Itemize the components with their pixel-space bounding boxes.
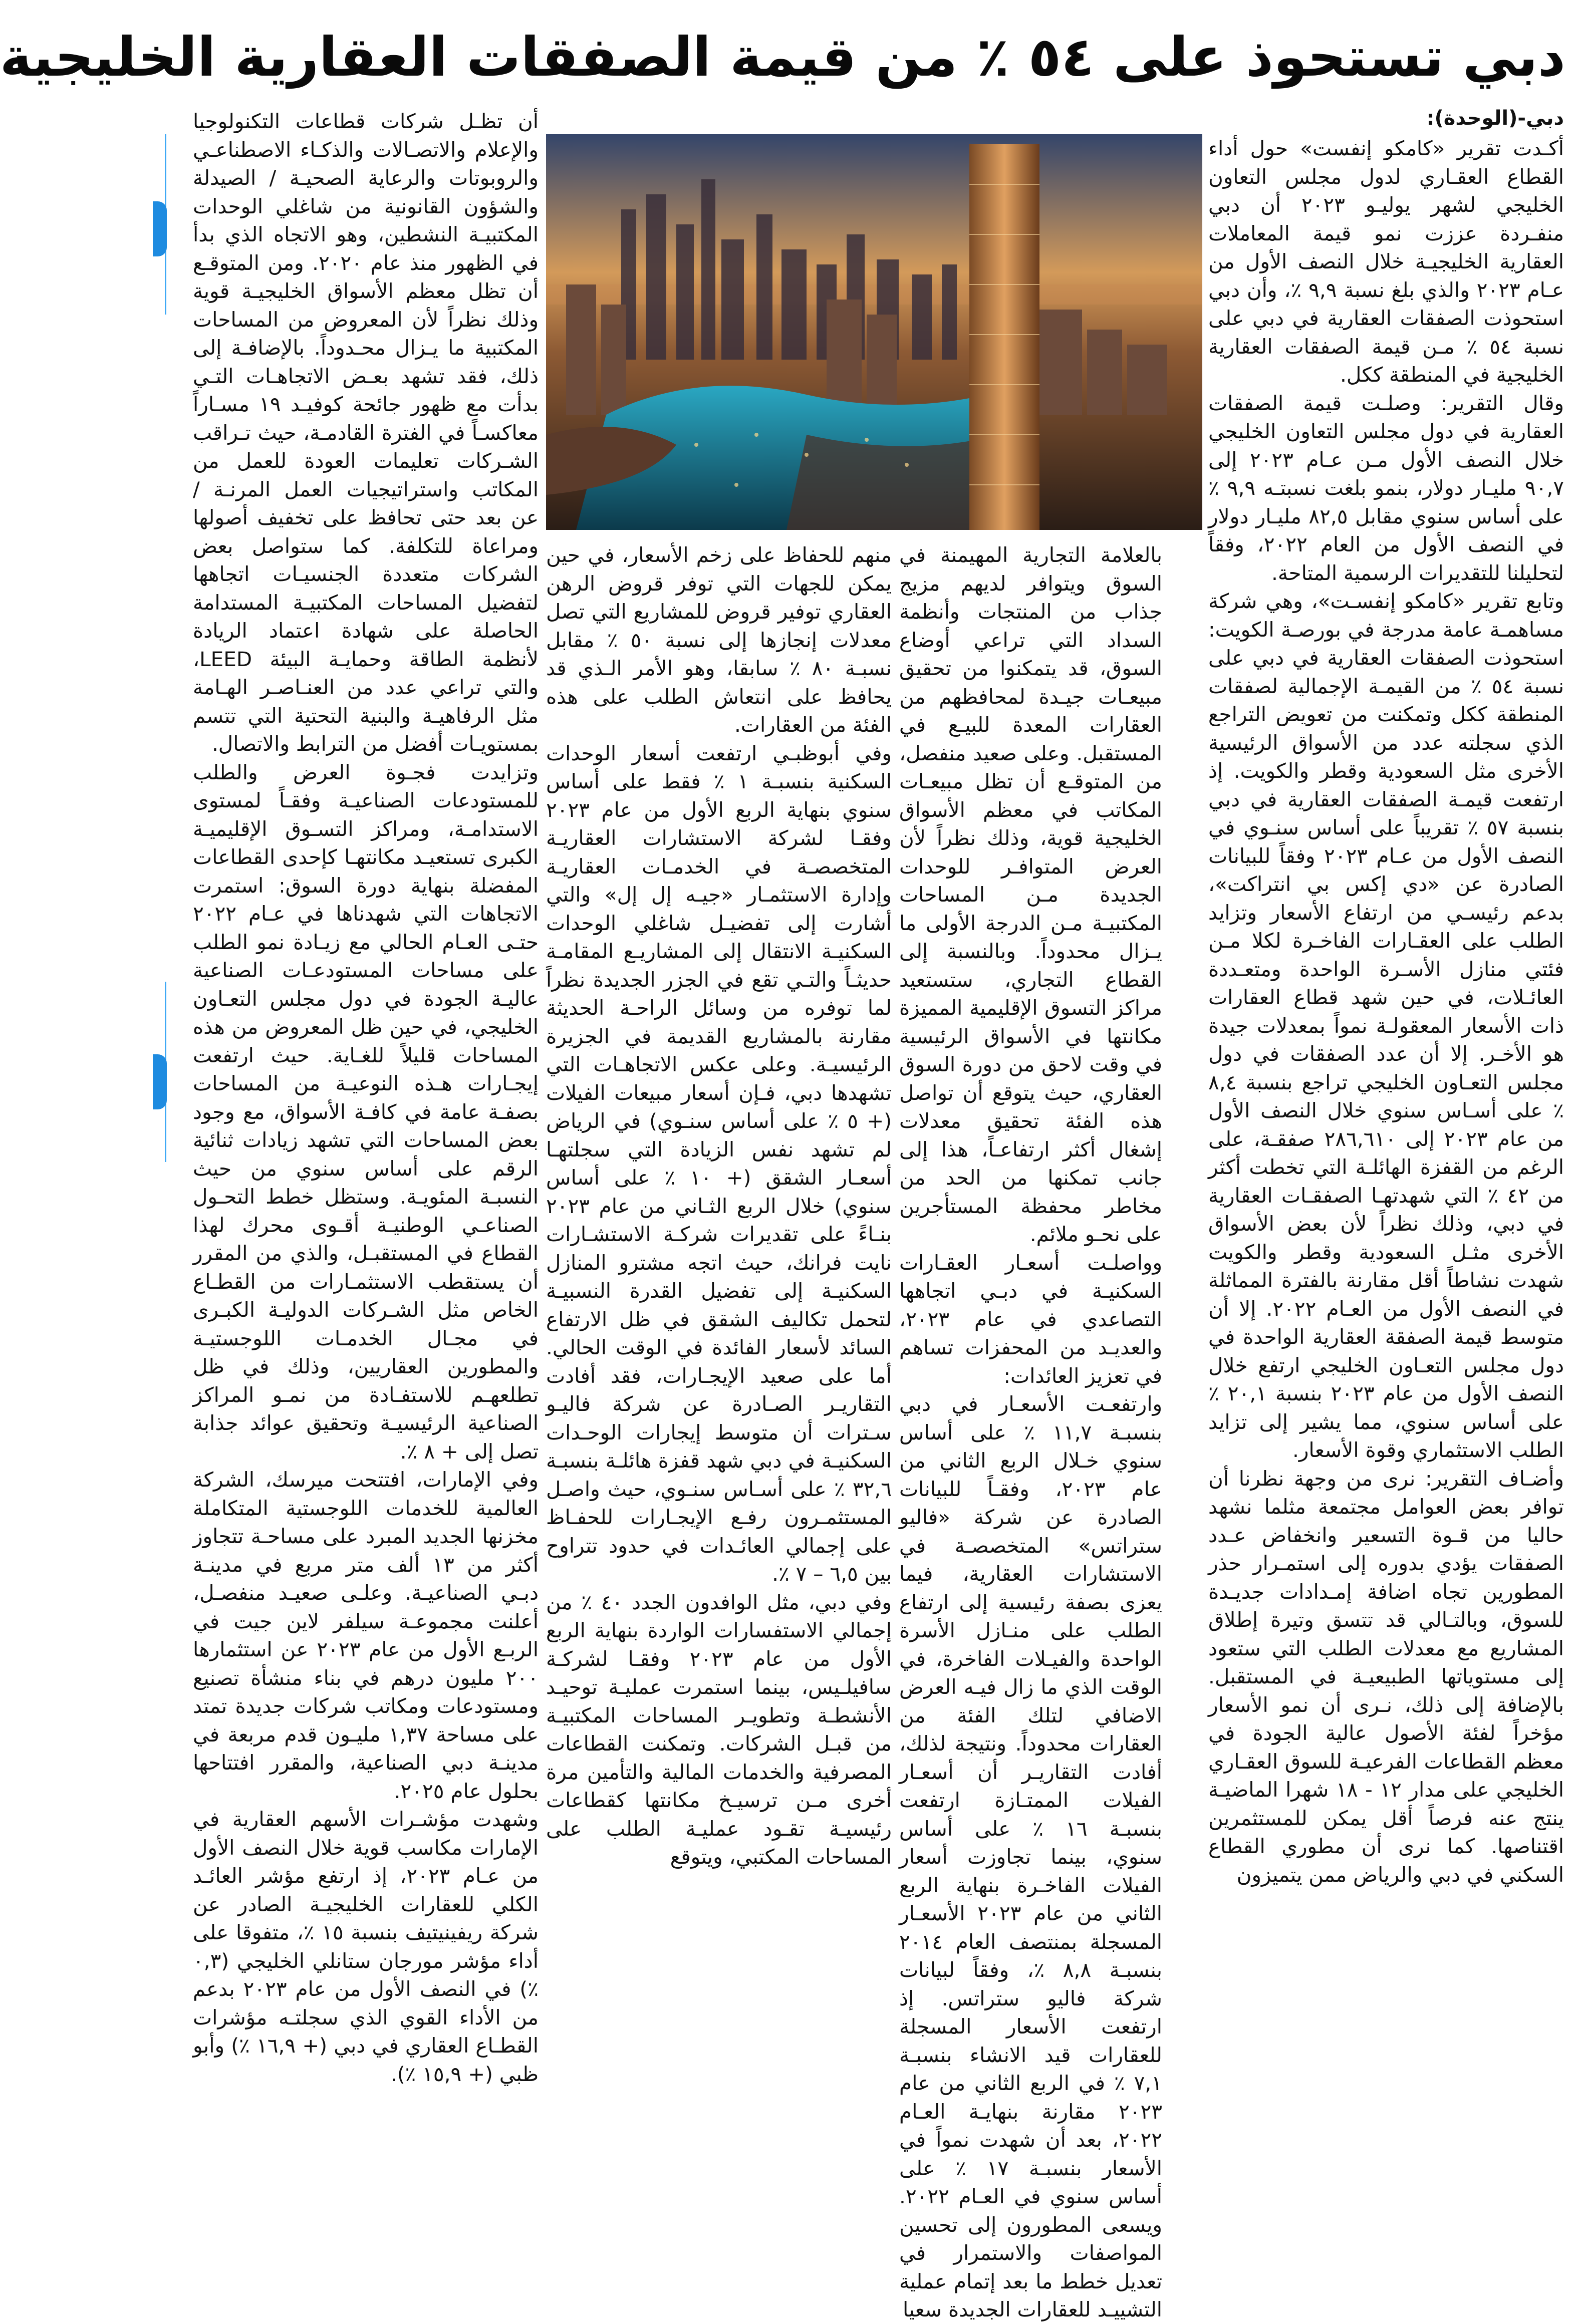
paragraph: وواصلـت أسعـار العقـارات السكنيـة في دبـي اتجاهها التصاعدي في عام ٢٠٢٣، والعديـد من المحفزات تساهم في تعزيز العائدات: [899, 1250, 1162, 1388]
paragraph: وفي الإمارات، افتتحت ميرسك، الشركة العالمية للخدمات اللوجستية المتكاملة مخزنها الجديد المبرد على مساحـة تتجاوز أكثر من ١٣ ألف متر مربع في مدينـة دبـي الصناعيـة. وعلـى صعيـد منفصـل، أعلنت مجموعـة سيلفر لاين جيت في الربـع الأول من عام ٢٠٢٣ عن استثمارها ٢٠٠ مليون درهم في بناء منشأة تصنيع ومستودعات ومكاتب شركات جديدة تمتد على مساحة ١,٣٧ مليـون قدم مربعة في مدينـة دبي الصناعية، والمقرر افتتاحها بحلول عام ٢٠٢٥. [193, 1468, 539, 1803]
paragraph: وارتفعـت الأسعـار في دبي بنسبـة ١١,٧ ٪ على أساس سنوي خـلال الربع الثاني من عام ٢٠٢٣، وفقـاً للبيانات الصادرة عن شركة «فاليو ستراتس» المتخصصـة في الاستشارات العقارية، فيما يعزى بصفة رئيسية إلى ارتفاع الطلب على منـازل الأسرة الواحدة والفيـلات الفاخرة، في الوقت الذي ما زال فيـه العرض الاضافي لتلك الفئة من العقارات محدوداً. ونتيجة لذلك، أفادت التقاريـر أن أسعـار الفيلات الممتـازة ارتفعت بنسبـة ١٦ ٪ على أساس سنوي، بينما تجاوزت أسعار الفيلات الفاخـرة بنهاية الربع الثاني من عام ٢٠٢٣ الأسعـار المسجلة بمنتصف العام ٢٠١٤ بنسبـة ٨,٨ ٪، وفقاً لبيانات شركة فاليو ستراتس. إذ ارتفعت الأسعار المسجلة للعقارات قيد الانشاء بنسبـة ٧,١ ٪ في الربع الثاني من عام ٢٠٢٣ مقارنة بنهايـة العـام ٢٠٢٢، بعد أن شهدت نمواً في الأسعار بنسبـة ١٧ ٪ على أساس سنوي في العـام ٢٠٢٢. ويسعى المطورون إلى تحسين المواصفات والاستمرار في تعديل خطط ما بعد إتمام عملية التشييـد للعقارات الجديدة سعيا [899, 1392, 1163, 2321]
paragraph: وشهدت مؤشـرات الأسهم العقارية في الإمارات مكاسب قوية خلال النصف الأول من عـام ٢٠٢٣، إذ ارتفع مؤشر العائـد الكلي للعقارات الخليجيـة الصادر عن شركة ريفينيتيف بنسبة ١٥ ٪، متفوقا على أداء مؤشر مورجان ستانلي الخليجي (٠,٣ ٪) في النصف الأول من عام ٢٠٢٣ بدعم من الأداء القوي الذي سجلتـه مؤشرات القطـاع العقاري في دبي (+ ١٦,٩ ٪) وأبو ظبي (+ ١٥,٩ ٪). [193, 1807, 539, 2086]
article-dateline: دبي-(الوحدة): [1426, 107, 1564, 130]
page-edge-tab [153, 1054, 167, 1109]
paragraph: وأضـاف التقرير: نرى من وجهة نظرنا أن توافر بعض العوامل مجتمعة مثلما نشهد حاليا من قـوة التسعير وانخفاض عـدد الصفقات يؤدي بدوره إلى استمـرار حذر المطورين تجاه اضافة إمـدادات جديـدة للسوق، وبالتـالي قد تتسق وتيرة إطلاق المشاريع مع معدلات الطلب التي ستعود إلى مستوياتها الطبيعيـة في المستقبل. بالإضافة إلى ذلك، نـرى أن نمو الأسعار مؤخراً لفئة الأصول عالية الجودة في معظم القطاعات الفرعيـة للسوق العقـاري الخليجي على مدار ١٢ - ١٨ شهرا الماضيـة ينتج عنه فرصاً أقل يمكن للمستثمرين اقتناصها. كما نرى أن مطوري القطاع السكني في دبي والرياض ممن يتميزون [1208, 1466, 1564, 1887]
page-edge-tab [153, 201, 167, 256]
article-headline: دبي تستحوذ على ٥٤ ٪ من قيمة الصفقات العقارية الخليجية [0, 26, 1565, 89]
article-column-2 [899, 541, 1163, 2321]
article-column-4 [193, 107, 539, 2086]
skyline-illustration [546, 134, 1202, 530]
paragraph: وتابع تقرير «كامكو إنفسـت»، وهي شركة مساهمـة عامة مدرجة في بورصـة الكويت: استحوذت الصفقات العقارية في دبي على نسبة ٥٤ ٪ من القيمـة الإجمالية لصفقات المنطقة ككل وتمكنت من تعويض التراجع الذي سجلته عدد من الأسواق الرئيسية الأخرى مثل السعودية وقطر والكويت. إذ ارتفعت قيمـة الصفقات العقارية في دبي بنسبة ٥٧ ٪ تقريباً على أساس سنـوي في النصف الأول من عـام ٢٠٢٣ وفقاً للبيانات الصادرة عن «دي إكس بي انتراكت»، بدعم رئيسـي من ارتفاع الأسعار وتزايد الطلب على العقـارات الفاخـرة لكلا مـن فئتي منازل الأسـرة الواحدة ومتعـددة العائـلات، في حين شهد قطاع العقارات ذات الأسعار المعقولـة نمواً بمعدلات جيدة هو الأخـر. إلا أن عدد الصفقات في دول مجلس التعـاون الخليجي تراجع بنسبة ٨,٤ ٪ على أسـاس سنوي خلال النصف الأول من عام ٢٠٢٣ إلى ٢٨٦,٦١٠ صفقـة، على الرغم من القفزة الهائلـة التي تخطت أكثر من ٤٢ ٪ التي شهدتهـا الصفقـات العقارية في دبي، وذلك نظراً لأن بعض الأسواق الأخرى مثـل السعودية وقطر والكويت شهدت نشاطاً أقل مقارنة بالفترة المماثلة في النصف الأول من العـام ٢٠٢٢. إلا أن متوسط قيمة الصفقة العقارية الواحدة في دول مجلس التعـاون الخليجي ارتفع خلال النصف الأول من عام ٢٠٢٣ بنسبة ٢٠,١ ٪ على أساس سنوي، مما يشير إلى تزايد الطلب الاستثماري وقوة الأسعار. [1208, 589, 1564, 1462]
paragraph: أن تظـل شركات قطاعات التكنولوجيا والإعلام والاتصـالات والذكـاء الاصطناعـي والروبوتات والرعاية الصحيـة / الصيدلة والشؤون القانونية من شاغلي الوحدات المكتبيـة النشطين، وهو الاتجاه الذي بدأ في الظهور منذ عام ٢٠٢٠. ومن المتوقـع أن تظل معظم الأسواق الخليجيـة قوية وذلك نظراً لأن المعروض من المساحات المكتبية ما يـزال محـدوداً. بالإضافـة إلى ذلك، فقد تشهد بعـض الاتجاهـات التـي بدأت مع ظهور جائحة كوفيـد ١٩ مسـاراً معاكسـاً في الفترة القادمـة، حيث تـراقب الشـركات تعليمات العودة للعمل من المكاتب واستراتيجيات العمل المرنـة / عن بعد حتى تحافظ على تخفيف أصولها ومراعاة للتكلفة. كما ستواصل بعض الشركات متعددة الجنسيـات اتجاهها لتفضيل المساحات المكتبيـة المستدامة الحاصلة على شهادة اعتماد الريادة لأنظمة الطاقة وحمايـة البيئة LEED، والتي تراعي عدد من العنـاصـر الهـامة مثل الرفاهيـة والبنية التحتية التي تتسم بمستويـات أفضل من الترابط والاتصال. [193, 109, 539, 756]
paragraph: بالعلامة التجارية المهيمنة في السوق ويتوافر لديهم مزيج جذاب من المنتجات وأنظمة السداد التي تراعي أوضاع السوق، قد يتمكنوا من تحقيق مبيعـات جيـدة لمحافظهم من العقارات المعدة للبيـع في المستقبل. وعلى صعيد منفصل، من المتوقـع أن تظل مبيعـات المكاتب في معظم الأسواق الخليجية قوية، وذلك نظراً لأن العرض المتوافـر للوحدات الجديدة مـن المساحات المكتبيـة مـن الدرجة الأولى ما يـزال محدوداً. وبالنسبة إلى القطاع التجاري، ستستعيد مراكز التسوق الإقليمية المميزة مكانتها في الأسواق الرئيسية في وقت لاحق من دورة السوق العقاري، حيث يتوقع أن تواصل هذه الفئة تحقيق معدلات إشغال أكثر ارتفاعـاً، هذا إلى جانب تمكنها من الحد من مخاطر محفظة المستأجرين على نحـو ملائم. [899, 543, 1162, 1246]
paragraph: وفي دبي، مثل الوافدون الجدد ٤٠ ٪ من إجمالي الاستفسارات الواردة بنهاية الربع الأول من عام ٢٠٢٣ وفقـا لشركـة سافيلـيس، بينما استمرت عمليـة توحيـد الأنشطـة وتطويـر المساحات المكتبيـة من قبـل الشركات. وتمكنت القطاعات المصرفية والخدمات المالية والتأمين مرة أخرى مـن ترسيـخ مكانتها كقطاعات رئيسيـة تقـود عمليـة الطلب على المساحات المكتبي، ويتوقع [546, 1590, 892, 1869]
paragraph: منهم للحفاظ على زخم الأسعار، في حين يمكن للجهات التي توفر قروض الرهن العقاري توفير قروض للمشاريع التي تصل معدلات إنجازها إلى نسبة ٥٠ ٪ مقابل نسبـة ٨٠ ٪ سابقا، وهو الأمر الـذي قد يحافظ على انتعاش الطلب على هذه الفئة من العقارات. [546, 543, 892, 737]
paragraph: وفي أبوظبـي ارتفعت أسعار الوحدات السكنية بنسبـة ١ ٪ فقط على أساس سنوي بنهاية الربع الأول من عام ٢٠٢٣ وفقـا لشركة الاستشارات العقاريـة المتخصصـة في الخدمـات العقاريـة وإدارة الاستثمـار «جيـه إل إل» والتي أشارت إلى تفضيـل شاغلي الوحدات السكنيـة الانتقال إلى المشاريـع المقامـة حديثـاً والتـي تقع في الجزر الجديدة نظراً لما توفره من وسائل الراحـة الحديثة مقارنة بالمشاريع القديمة في الجزيرة الرئيسيـة. وعلى عكس الاتجاهـات التي تشهدها دبي، فـإن أسعار مبيعات الفيلات (+ ٥ ٪ على أساس سنـوي) في الرياض لم تشهد نفس الزيادة التي سجلتهـا أسعـار الشقق (+ ١٠ ٪ على أساس سنوي) خلال الربع الثـاني من عام ٢٠٢٣ بنـاءً على تقديرات شركـة الاستشـارات نايت فرانك، حيث اتجه مشترو المنازل السكنيـة إلى تفضيل القدرة النسبيـة لتحمل تكاليف الشقق في ظل الارتفاع السائد لأسعار الفائدة في الوقت الحالي. أما على صعيد الإيجـارات، فقد أفادت التقاريـر الصـادرة عن شركة فاليـو سـترات أن متوسط إيجارات الوحـدات السكنيـة في دبي شهد قفزة هائلـة بنسبـة ٣٢,٦ ٪ على أسـاس سنـوي، حيث واصـل المستثمـرون رفـع الإيجـارات للحفـاظ على إجمالي العائـدات في حدود تتراوح بين ٦,٥ – ٧ ٪. [546, 741, 892, 1586]
paragraph: وقال التقرير: وصلـت قيمة الصفقات العقارية في دول مجلس التعاون الخليجي خلال النصف الأول مـن عـام ٢٠٢٣ إلى ٩٠,٧ مليـار دولار، بنمو بلغت نسبتـه ٩,٩ ٪ على أساس سنوي مقابل ٨٢,٥ مليـار دولار في النصف الأول من العام ٢٠٢٢، وفقاً لتحليلنا للتقديرات الرسمية المتاحة. [1208, 391, 1564, 585]
paragraph: وتزايدت فجـوة العرض والطلب للمستودعات الصناعيـة وفقـاً لمستوى الاستدامـة، ومراكز التسـوق الإقليميـة الكبرى تستعيـد مكانتهـا كإحدى القطاعات المفضلة بنهاية دورة السوق: استمرت الاتجاهات التي شهدناها في عـام ٢٠٢٢ حتـى العـام الحالي مع زيـادة نمو الطلب على مساحات المستودعـات الصناعية عاليـة الجودة في دول مجلس التعـاون الخليجي، في حين ظل المعروض من هذه المساحات قليلاً للغـاية. حيث ارتفعت إيجـارات هـذه النوعيـة من المساحات بصفـة عامة في كافـة الأسواق، مع وجود بعض المساحات التي تشهد زيادات ثنائية الرقم على أساس سنوي من حيث النسبـة المئويـة. وستظل خطط التحـول الصناعـي الوطنيـة أقـوى محرك لهذا القطاع في المستقبـل، والذي من المقرر أن يستقطب الاستثمـارات من القطـاع الخاص مثل الشـركات الدوليـة الكبـرى في مجـال الخدمـات اللوجستيـة والمطورين العقاريين، وذلك في ظل تطلعهـم للاستفـادة من نمـو المراكز الصناعية الرئيسيـة وتحقيق عوائد جذابة تصل إلى + ٨ ٪. [193, 760, 539, 1464]
paragraph: أكـدت تقرير «كامكو إنفست» حول أداء القطاع العقـاري لدول مجلس التعاون الخليجي لشهر يوليـو ٢٠٢٣ أن دبي منفـردة عززت نمو قيمة المعاملات العقارية الخليجيـة خلال النصف الأول من عـام ٢٠٢٣ والذي بلغ نسبة ٩,٩ ٪، وأن دبي استحوذت الصفقات العقارية في دبي على نسبة ٥٤ ٪ مـن قيمة الصفقات العقارية الخليجية في المنطقة ككل. [1208, 136, 1564, 387]
article-column-1 [1208, 134, 1564, 1887]
article-column-3 [546, 541, 892, 1869]
dubai-marina-photo [546, 134, 1202, 530]
